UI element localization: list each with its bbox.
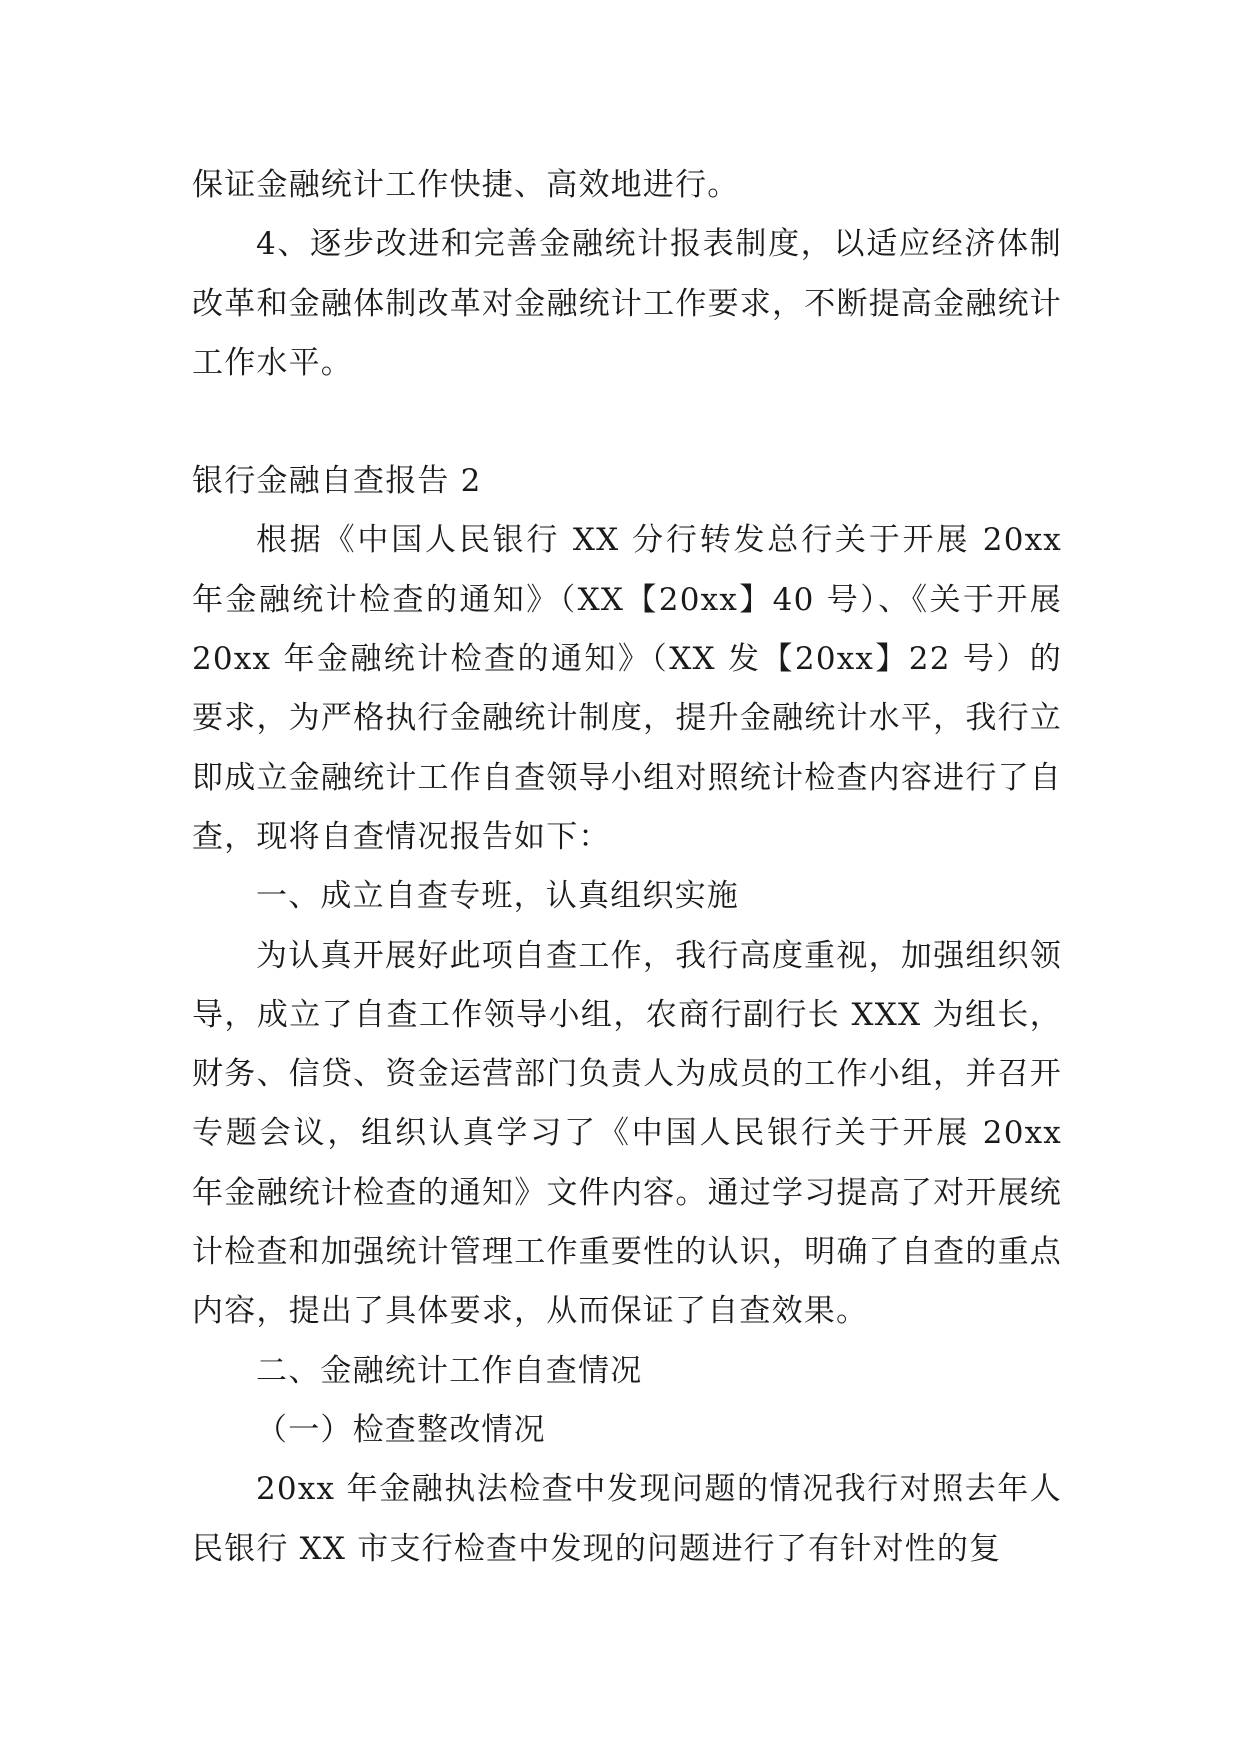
paragraph-continuation: 保证金融统计工作快捷、高效地进行。 [192,167,740,203]
subsection-heading-1: （一）检查整改情况 [256,1411,546,1448]
paragraph-intro: 根据《中国人民银行 XX 分行转发总行关于开展 20xx 年金融统计检查的通知》（XX【20xx】40 号）、《关于开展 20xx 年金融统计检查的通知》（XX 发【20xx】22 号）的要求，为严格执行金融统计制度，提升金融统计水平，我行立即成立金融统计工作自查领导小组对照统计检查内容进行了自查，现将自查情况报告如下： [192,522,1062,855]
section-heading-1: 一、成立自查专班，认真组织实施 [256,878,739,915]
paragraph-gap [192,393,1062,452]
document-body [192,156,1062,1579]
report-title: 银行金融自查报告 2 [192,463,482,500]
paragraph-item-4: 4、逐步改进和完善金融统计报表制度，以适应经济体制改革和金融体制改革对金融统计工作要求，不断提高金融统计工作水平。 [192,226,1062,381]
paragraph-section-1: 为认真开展好此项自查工作，我行高度重视，加强组织领导，成立了自查工作领导小组，农商行副行长 XXX 为组长，财务、信贷、资金运营部门负责人为成员的工作小组，并召开专题会议，组织认真学习了《中国人民银行关于开展 20xx 年金融统计检查的通知》文件内容。通过学习提高了对开展统计检查和加强统计管理工作重要性的认识，明确了自查的重点内容，提出了具体要求，从而保证了自查效果。 [192,937,1062,1330]
section-heading-2: 二、金融统计工作自查情况 [256,1352,643,1389]
paragraph-subsection-1: 20xx 年金融执法检查中发现问题的情况我行对照去年人民银行 XX 市支行检查中发现的问题进行了有针对性的复 [192,1471,1062,1567]
